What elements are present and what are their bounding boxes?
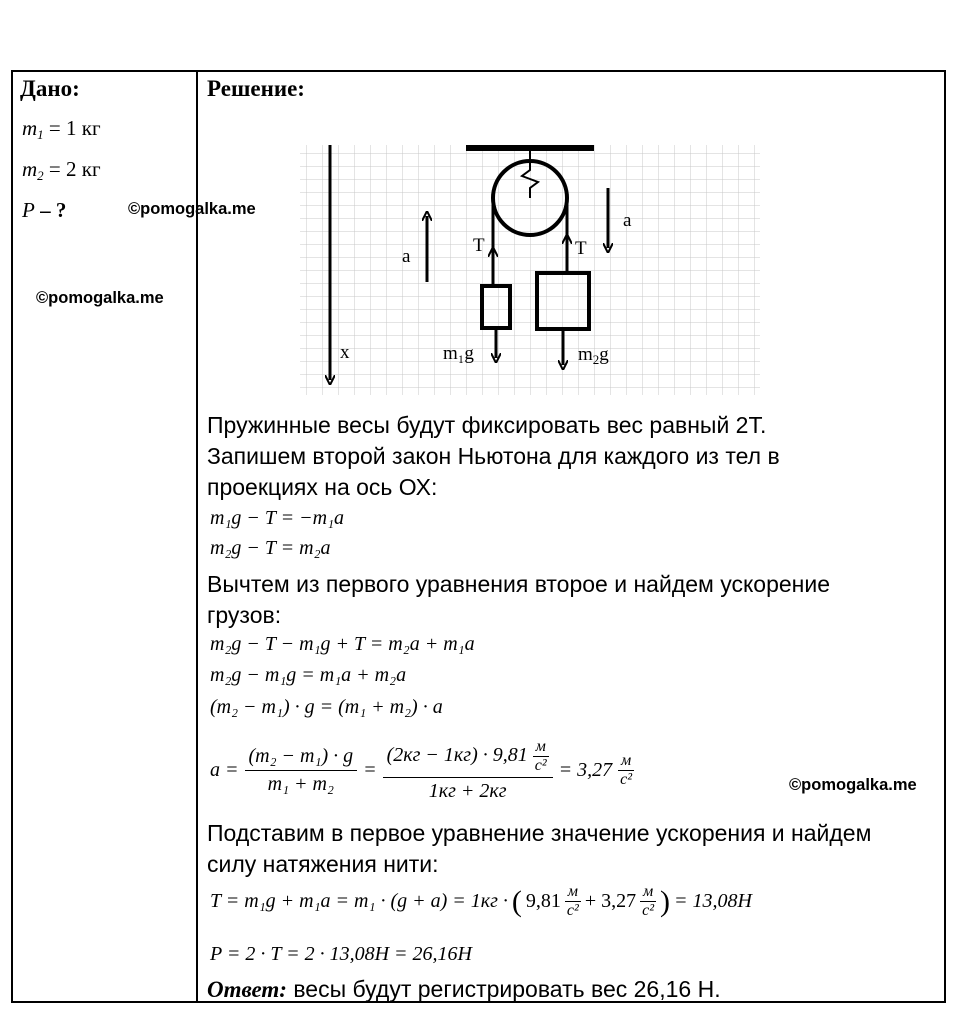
answer-label: Ответ: bbox=[207, 977, 287, 1002]
paragraph-3a: Вычтем из первого уравнения второе и найдем ускорение bbox=[207, 571, 831, 597]
given-p: P – ? bbox=[22, 198, 67, 222]
ceiling-bar bbox=[466, 145, 594, 151]
answer-text: весы будут регистрировать вес 26,16 Н. bbox=[286, 976, 721, 1002]
paragraph-2b: проекциях на ось ОХ: bbox=[207, 474, 438, 500]
equation-1: m₁g − T = −m₁a bbox=[210, 507, 345, 529]
equation-6: a = $\frac{\text{(m₂ − m₁) · g}}{\text{m₁ + m₂}}$ = (2кг − 1кг) · 9,81 $\frac{м}{\text{с²}}$ 1кг + 2кг = 3,27 $\frac{м}{\text{с²}}$ bbox=[210, 738, 633, 802]
solution-header: Решение: bbox=[207, 76, 305, 101]
given-m1: $m_1 = 1$ кг bbox=[22, 116, 101, 142]
equation-7: T = m₁g + m₁a = m₁ · (g + a) = 1кг · ( 9,81 $\frac{м}{\text{с²}}$ + 3,27 $\frac{м}{\text{с²}}$ ) = 13,08Н bbox=[210, 883, 752, 919]
pulley-diagram bbox=[290, 140, 770, 400]
paragraph-3b: грузов: bbox=[207, 602, 282, 628]
label-m1g: m₁g bbox=[443, 343, 474, 364]
equation-5: (m₂ − m₁) · g = (m₁ + m₂) · a bbox=[210, 696, 443, 718]
watermark: ©pomogalka.me bbox=[789, 776, 917, 794]
equation-2: m₂g − T = m₂a bbox=[210, 537, 331, 559]
diagram-grid bbox=[300, 145, 760, 395]
label-a-left: a bbox=[402, 246, 411, 267]
paragraph-2a: Запишем второй закон Ньютона для каждого из тел в bbox=[207, 443, 780, 469]
fraction-1: $\frac{\text{(m₂ − m₁) · g}}{\text{m₁ + m₂}}$ bbox=[245, 745, 358, 796]
equation-4: m₂g − m₁g = m₁a + m₂a bbox=[210, 664, 407, 686]
paragraph-1: Пружинные весы будут фиксировать вес равный 2Т. bbox=[207, 412, 767, 438]
paragraph-4b: силу натяжения нити: bbox=[207, 851, 439, 877]
answer-line bbox=[207, 976, 721, 1003]
watermark: ©pomogalka.me bbox=[128, 200, 256, 218]
paragraph-4a: Подставим в первое уравнение значение ускорения и найдем bbox=[207, 820, 872, 846]
label-x: x bbox=[340, 342, 350, 363]
given-m2: $m_2 = 2$ кг bbox=[22, 157, 101, 183]
equation-8: P = 2 · T = 2 · 13,08Н = 26,16Н bbox=[210, 943, 472, 965]
label-T-right: T bbox=[575, 238, 587, 259]
equation-3: m₂g − T − m₁g + T = m₂a + m₁a bbox=[210, 633, 475, 655]
given-header: Дано: bbox=[20, 76, 80, 101]
label-a-right: a bbox=[623, 210, 632, 231]
label-T-left: T bbox=[473, 235, 485, 256]
fraction-2: (2кг − 1кг) · 9,81 $\frac{м}{\text{с²}}$ 1кг + 2кг bbox=[383, 738, 553, 803]
label-m2g: $m_2g$ bbox=[578, 344, 609, 367]
watermark: ©pomogalka.me bbox=[36, 289, 164, 307]
result-unit: $\frac{м}{\text{с²}}$ bbox=[620, 752, 633, 788]
